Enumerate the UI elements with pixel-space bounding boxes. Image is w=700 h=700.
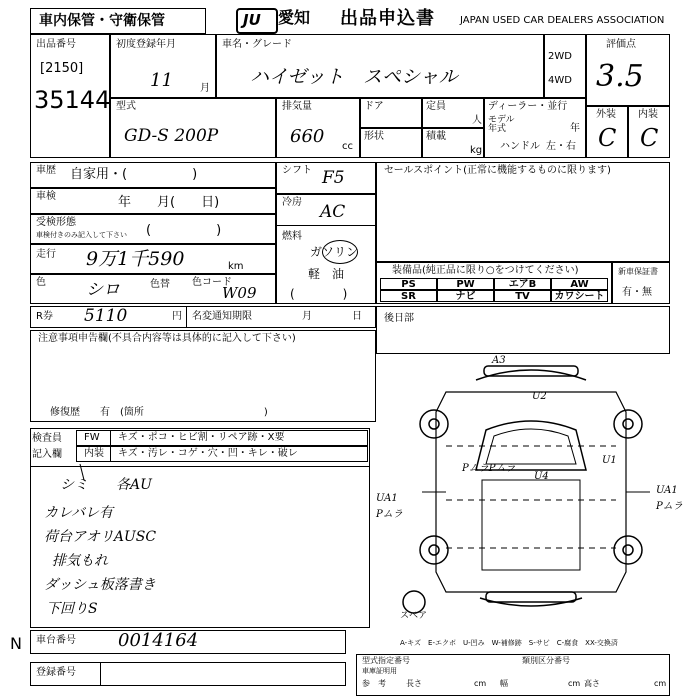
chassis-label: 車台番号 — [36, 635, 76, 646]
received-note: 車検付きのみ記入して下さい — [36, 231, 127, 239]
damage-mark: U4 — [534, 471, 549, 482]
km-unit: km — [228, 261, 244, 272]
height-label: 高さ — [584, 679, 600, 688]
person-unit: 人 — [472, 115, 482, 126]
repair-label: 修復歴 有 (箇所 ) — [50, 407, 268, 418]
yen-unit: 円 — [172, 311, 182, 322]
type-designation-label: 型式指定番号 — [362, 656, 410, 665]
front-bumper-bar — [484, 366, 578, 376]
drive-2wd: 2WD — [548, 51, 572, 62]
color-value: シロ — [86, 280, 120, 300]
org-title: 愛知 — [278, 8, 311, 27]
inspector-row-1-label: FW — [84, 432, 100, 443]
front-bumper — [476, 370, 586, 380]
type-class-label: 類別区分番号 — [522, 656, 570, 665]
body-outline — [436, 392, 626, 592]
inspection-value: 年 月( 日) — [118, 195, 220, 210]
wheel-rear-left-hub — [429, 545, 439, 555]
fuel-gasoline: ガソリン — [310, 245, 359, 259]
gasoline-circle — [322, 240, 358, 264]
name-change-day: 日 — [352, 311, 362, 322]
drive-4wd: 4WD — [548, 75, 572, 86]
type-label: 型式 — [116, 101, 136, 112]
exterior-value: C — [598, 124, 617, 152]
door-label: ドア — [364, 101, 384, 112]
equipment-item: AW — [551, 278, 608, 290]
equipment-label: 装備品(純正品に限り○をつけてください) — [392, 265, 579, 276]
spare-wheel — [403, 591, 425, 613]
rear-box — [376, 306, 670, 354]
inspector-label-1: 検査員 — [32, 433, 62, 444]
inspector-note: カレバレ有 — [44, 505, 114, 521]
name-change-month: 月 — [302, 311, 312, 322]
listing-number-label: 出品番号 — [36, 39, 76, 50]
warranty-value: 有・無 — [622, 287, 652, 298]
recycle-divider — [186, 306, 187, 328]
damage-mark: UA1 — [376, 493, 398, 504]
cm-unit: cm — [654, 679, 667, 688]
reference-label: 参 考 — [362, 679, 386, 688]
inspector-label-2: 記入欄 — [32, 449, 62, 460]
inspector-note: 荷台アオリAUSC — [44, 529, 157, 545]
inspector-note: 排気もれ — [52, 553, 108, 569]
inspector-row-2-label: 内装 — [84, 448, 104, 459]
equipment-item: エアB — [494, 278, 551, 290]
dealer-label: ディーラー・並行 — [488, 101, 568, 112]
shape-label: 形状 — [364, 131, 384, 142]
reg-divider — [100, 662, 101, 686]
lane-number: [2150] — [40, 61, 84, 76]
mileage-value: 9万1千590 — [86, 248, 185, 270]
spare-label: スペア — [400, 611, 428, 621]
equipment-item: PS — [380, 278, 437, 290]
inspection-label: 車検 — [36, 191, 56, 202]
damage-mark: PムラPムラ — [462, 463, 516, 474]
car-diagram — [376, 352, 676, 622]
seats-label: 定員 — [426, 101, 446, 112]
damage-legend: A-キズ E-エクボ U-凹み W-補修跡 S-サビ C-腐食 XX-交換済 — [400, 639, 618, 647]
equipment-item: PW — [437, 278, 494, 290]
storage-badge — [30, 8, 206, 34]
drive-cell — [544, 34, 586, 98]
ju-logo-text: JU — [243, 11, 261, 29]
interior-value: C — [640, 124, 659, 152]
cm-unit: cm — [568, 679, 581, 688]
reg-row — [30, 662, 346, 686]
name-change-label: 名変通知期限 — [192, 311, 252, 322]
kg-unit: kg — [470, 145, 483, 156]
ju-logo — [236, 8, 278, 34]
inspector-note: シミ 各AU — [60, 477, 152, 493]
first-reg-label: 初度登録年月 — [116, 39, 176, 50]
equipment-grid — [380, 278, 608, 302]
color-change-label: 色替 — [150, 279, 170, 290]
history-value: 自家用・( ) — [70, 167, 198, 182]
sales-point-box — [376, 162, 670, 262]
equipment-item: TV — [494, 290, 551, 302]
first-reg-value: 11 — [150, 70, 173, 91]
equipment-item: ナビ — [437, 290, 494, 302]
color-code-label: 色コード — [192, 277, 232, 288]
wheel-front-right — [614, 410, 642, 438]
color-code-value: W09 — [222, 284, 257, 302]
model-year-label: モデル 年式 — [488, 115, 515, 134]
damage-mark: Pムラ — [656, 501, 683, 512]
fuel-paren: ( ) — [290, 287, 348, 301]
type-value: GD-S 200P — [124, 126, 219, 146]
fuel-diesel: 軽 油 — [308, 267, 345, 281]
received-value: ( ) — [146, 223, 222, 238]
color-label: 色 — [36, 277, 46, 288]
aircon-value: AC — [320, 202, 346, 222]
displacement-value: 660 — [290, 126, 325, 147]
notes-label: 注意事項申告欄(不具合内容等は具体的に記入して下さい) — [38, 333, 296, 344]
chassis-value: 0014164 — [118, 630, 199, 651]
notes-arrow — [74, 462, 94, 482]
exterior-label: 外装 — [596, 109, 616, 120]
cc-unit: cc — [342, 141, 353, 152]
equipment-item: カワシート — [551, 290, 608, 302]
load-label: 積載 — [426, 131, 446, 142]
recycle-value: 5110 — [84, 306, 128, 326]
org-english: JAPAN USED CAR DEALERS ASSOCIATION — [460, 15, 665, 26]
sheet-title: 出品申込書 — [340, 8, 435, 29]
rear-bumper-bar — [486, 592, 576, 602]
inspector-row-2-items: キズ・汚レ・コゲ・穴・凹・キレ・破レ — [118, 448, 298, 459]
width-label: 幅 — [500, 679, 508, 688]
wheel-front-right-hub — [623, 419, 633, 429]
cm-unit: cm — [474, 679, 487, 688]
grade-value: 3.5 — [596, 59, 644, 94]
damage-mark: Pムラ — [376, 509, 403, 520]
listing-number: 35144 — [34, 86, 111, 114]
wheel-rear-left — [420, 536, 448, 564]
aircon-label: 冷房 — [282, 197, 302, 208]
equipment-item: SR — [380, 290, 437, 302]
inspector-note: 下回りS — [46, 601, 98, 617]
model-label: 車名・グレード — [222, 39, 292, 50]
damage-mark: UA1 — [656, 485, 678, 496]
shift-label: シフト — [282, 165, 312, 176]
windshield — [486, 429, 576, 464]
handle-label: ハンドル — [500, 141, 540, 152]
wheel-front-left — [420, 410, 448, 438]
storage-badge-text: 車内保管・守衛保管 — [39, 13, 165, 29]
fuel-label: 燃料 — [282, 231, 302, 242]
shift-value: F5 — [322, 168, 345, 188]
model-value: ハイゼット スペシャル — [250, 66, 458, 88]
warranty-label: 新車保証書 — [618, 267, 658, 276]
recycle-label: R券 — [36, 311, 53, 322]
damage-mark: A3 — [492, 355, 506, 366]
wheel-rear-right — [614, 536, 642, 564]
damage-mark: U2 — [532, 391, 547, 402]
handle-value: 左・右 — [546, 141, 576, 152]
cargo-bed — [482, 480, 580, 570]
inspector-grid-v — [110, 430, 111, 462]
displacement-label: 排気量 — [282, 101, 312, 112]
year-unit: 年 — [570, 123, 580, 134]
margin-mark: N — [10, 634, 22, 653]
dimension-label: 車庫証明用 — [362, 667, 397, 675]
reg-label: 登録番号 — [36, 667, 76, 678]
received-label: 受検形態 — [36, 217, 76, 228]
inspector-row-1-items: キズ・ポコ・ヒビ割・リペア跡・X要 — [118, 432, 285, 443]
damage-mark: U1 — [602, 455, 617, 466]
rear-label: 後日部 — [384, 313, 414, 324]
grade-label: 評価点 — [606, 39, 636, 50]
interior-label: 内装 — [638, 109, 658, 120]
inspector-note: ダッシュ板落書き — [44, 577, 156, 593]
history-label: 車歴 — [36, 165, 56, 176]
mileage-label: 走行 — [36, 249, 56, 260]
wheel-rear-right-hub — [623, 545, 633, 555]
wheel-front-left-hub — [429, 419, 439, 429]
sales-point-label: セールスポイント(正常に機能するものに限ります) — [384, 165, 611, 176]
first-reg-month-unit: 月 — [200, 83, 210, 94]
length-label: 長さ — [406, 679, 422, 688]
